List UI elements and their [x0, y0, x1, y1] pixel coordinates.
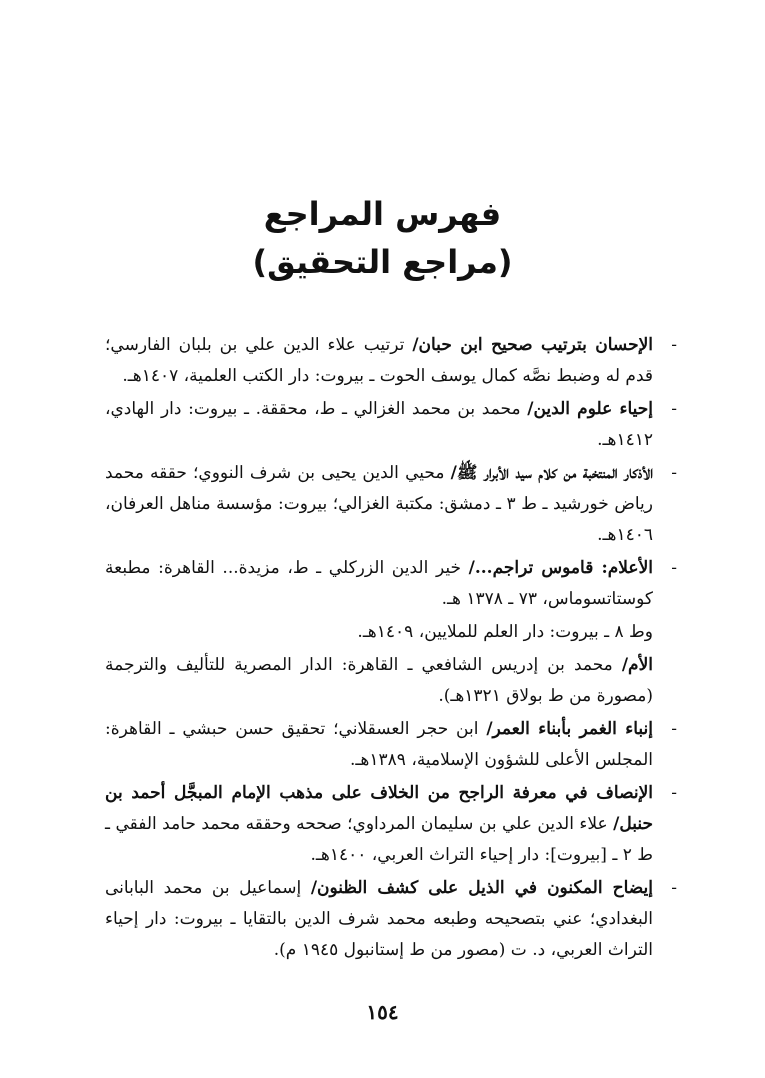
reference-title: الإحسان بترتيب صحيح ابن حبان/ [412, 335, 653, 355]
reference-details: ترتيب علاء الدين علي بن بلبان الفارسي؛ قدم له وضبط نصَّه كمال يوسف الحوت ـ بيروت: دار الكتب العلمية، ١٤٠٧هـ. [105, 335, 653, 386]
reference-entry [105, 458, 653, 551]
reference-details: محمد بن محمد الغزالي ـ ط، محققة. ـ بيروت: دار الهادي، ١٤١٢هـ. [105, 399, 653, 450]
reference-entry [105, 330, 653, 392]
reference-details: إسماعيل بن محمد البابانى البغدادي؛ عني بتصحيحه وطبعه محمد شرف الدين بالتقايا ـ بيروت: دار إحياء التراث العربي، د. ت (مصور من ط إستانبول ١٩٤٥ م). [105, 878, 653, 960]
reference-entry [105, 778, 653, 871]
reference-title: الأعلام: قاموس تراجم.../ [468, 558, 653, 578]
reference-details: علاء الدين علي بن سليمان المرداوي؛ صححه وحققه محمد حامد الفقي ـ ط ٢ ـ [بيروت]: دار إحياء التراث العربي، ١٤٠٠هـ. [105, 814, 653, 865]
page-number: ١٥٤ [366, 1000, 399, 1024]
reference-details: وط ٨ ـ بيروت: دار العلم للملايين، ١٤٠٩هـ. [357, 622, 653, 642]
page-title: فهرس المراجع [263, 195, 502, 233]
reference-title: الإنصاف في معرفة الراجح من الخلاف على مذهب الإمام المبجَّل أحمد بن حنبل/ [105, 783, 653, 834]
reference-details: ابن حجر العسقلاني؛ تحقيق حسن حبشي ـ القاهرة: المجلس الأعلى للشؤون الإسلامية، ١٣٨٩هـ. [105, 719, 653, 770]
reference-details: محمد بن إدريس الشافعي ـ القاهرة: الدار المصرية للتأليف والترجمة (مصورة من ط بولاق ١٣٢١هـ). [105, 655, 653, 706]
reference-edition-note [105, 617, 653, 648]
reference-entry [105, 650, 653, 712]
reference-details: خير الدين الزركلي ـ ط، مزيدة... القاهرة: مطبعة كوستاتسوماس، ٧٣ ـ ١٣٧٨ هـ. [105, 558, 653, 609]
reference-details: محيي الدين يحيى بن شرف النووي؛ حققه محمد رياض خورشيد ـ ط ٣ ـ دمشق: مكتبة الغزالي؛ بيروت: مؤسسة مناهل العرفان، ١٤٠٦هـ. [105, 463, 653, 545]
reference-title: الأم/ [621, 655, 653, 675]
reference-list [105, 330, 653, 968]
reference-entry [105, 394, 653, 456]
reference-title: الأذكار المنتخبة من كلام سيد الأبرار ﷺ/ [450, 463, 654, 483]
reference-entry [105, 553, 653, 615]
page-subtitle: (مراجع التحقيق) [252, 243, 513, 281]
reference-title: إحياء علوم الدين/ [527, 399, 653, 419]
reference-entry [105, 873, 653, 966]
reference-entry [105, 714, 653, 776]
page-header [0, 190, 765, 286]
reference-title: إنباء الغمر بأبناء العمر/ [486, 719, 653, 739]
reference-title: إيضاح المكنون في الذيل على كشف الظنون/ [310, 878, 653, 898]
